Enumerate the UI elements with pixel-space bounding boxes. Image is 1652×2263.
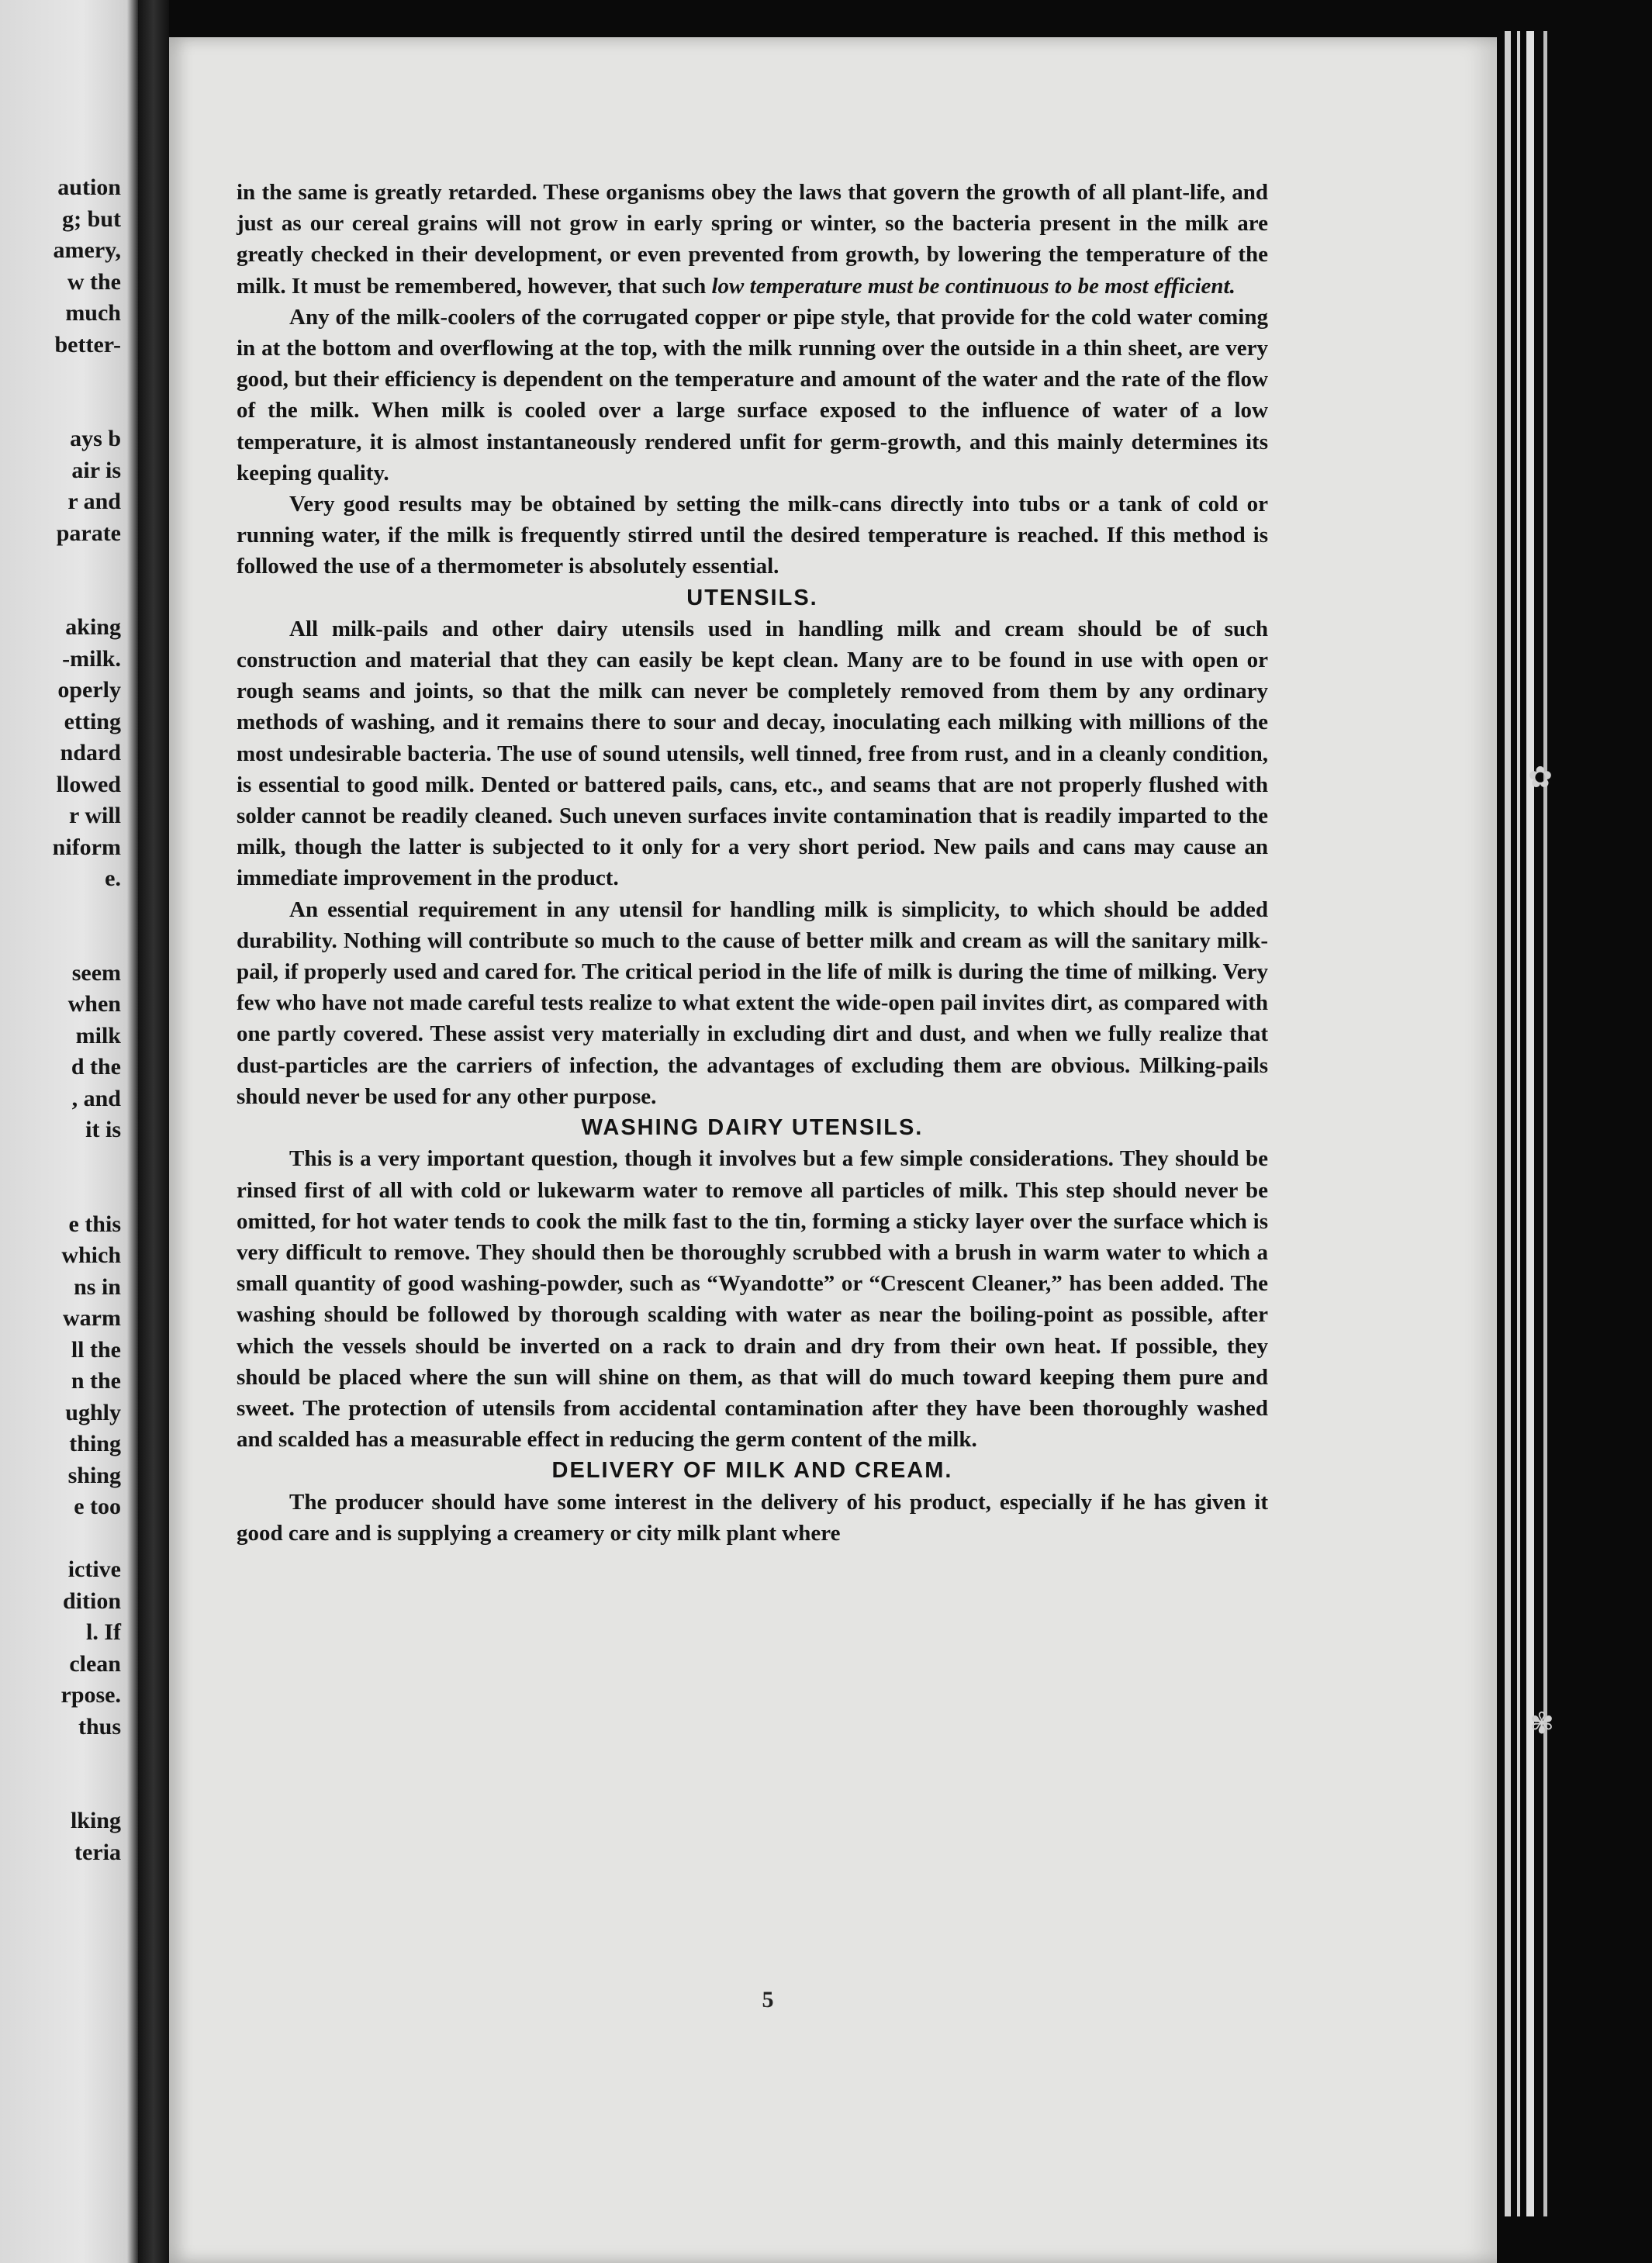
fragment-line: [53, 1146, 121, 1178]
fragment-line: thus: [78, 1713, 121, 1740]
fragment-line: r and: [67, 489, 121, 514]
fragment-line: llowed: [56, 771, 121, 797]
fragment-line: parate: [56, 520, 121, 546]
fragment-line: much: [65, 300, 121, 326]
fragment-line: e this: [68, 1211, 121, 1237]
fragment-line: lking: [70, 1808, 121, 1833]
fragment-line: dition: [62, 1588, 121, 1614]
emphasized-text: low temperature must be continuous to be most efficient.: [711, 273, 1236, 299]
fragment-line: ughly: [65, 1399, 121, 1425]
fragment-line: shing: [67, 1462, 121, 1488]
fragment-line: air is: [71, 457, 121, 483]
paragraph: [237, 177, 1268, 302]
fragment-line: it is: [85, 1117, 121, 1142]
fragment-line: , and: [71, 1085, 121, 1111]
fragment-line: [53, 926, 121, 958]
fragment-line: d the: [71, 1054, 121, 1080]
paragraph: This is a very important question, though it involves but a few simple considerations. They should be rinsed first of all with cold or lukewarm water to remove all particles of milk. This step should never be omitted, for hot water tends to cook the milk fast to the tin, forming a sticky layer over the surface which is very difficult to remove. They should then be thoroughly scrubbed with a brush in warm water to which a small quantity of good washing-powder, such as “Wyandotte” or “Crescent Cleaner,” has been added. The washing should be followed by thorough scalding with water as near the boiling-point as possible, after which the vessels should be inverted on a rack to drain and dry from their own heat. If possible, they should be placed where the sun will shine on them, as that will do much toward keeping them pure and sweet. The protection of utensils from accidental contamination after they have been thoroughly washed and scalded has a measurable effect in reducing the germ content of the milk.: [237, 1146, 1268, 1453]
fragment-line: e.: [105, 865, 121, 891]
fragment-line: rpose.: [60, 1682, 121, 1708]
fragment-line: seem: [71, 959, 121, 986]
fragment-line: ndard: [60, 740, 121, 765]
fragment-line: when: [67, 991, 121, 1017]
paragraph: Very good results may be obtained by setting the milk-cans directly into tubs or a tank of cold or running water, if the milk is frequently stirred until the desired temperature is reached. If this method is followed the use of a thermometer is absolutely essential.: [237, 492, 1268, 579]
scan-speck: ✿: [1528, 760, 1553, 794]
paragraph: All milk-pails and other dairy utensils used in handling milk and cream should be of such construction and material that they can easily be kept clean. Many are to be found in use with open or rough seams and joints, so that the milk can never be completely removed from them by any ordinary methods of washing, and it remains there to sour and decay, inoculating each milking with millions of the most undesirable bacteria. The use of sound utensils, well tinned, free from rust, and in a cleanly condition, is essential to good milk. Dented or battered pails, cans, etc., and seams that are not properly flushed with solder cannot be readily cleaned. Such uneven surfaces invite contamination that is readily imparted to the milk, though the latter is subjected to it only for a very short period. New pails and cans may cause an immediate improvement in the product.: [237, 616, 1268, 891]
previous-page-sliver: [0, 0, 138, 2263]
fragment-line: g; but: [62, 206, 121, 232]
paragraph: Any of the milk-coolers of the corrugated copper or pipe style, that provide for the cold water coming in at the bottom and overflowing at the top, with the milk running over the outside in a thin sheet, are very good, but their efficiency is dependent on the temperature and amount of the water and the rate of the flow of the milk. When milk is cooled over a large surface exposed to the influence of water of a low temperature, it is almost instantaneously rendered unfit for germ-growth, and this mainly determines its keeping quality.: [237, 304, 1268, 485]
fragment-line: milk: [75, 1022, 121, 1049]
paragraph: An essential requirement in any utensil for handling milk is simplicity, to which should be added durability. Nothing will contribute so much to the cause of better milk and cream as will the sanitary milk-pail, if properly used and cared for. The critical period in the life of milk is during the time of milking. Very few who have not made careful tests realize to what extent the wide-open pail invites dirt, as compared with one partly covered. These assist very materially in excluding dirt and dust, and when we fully realize that dust-particles are the carriers of infection, the advantages of excluding them are obvious. Milking-pails should never be used for any other purpose.: [237, 897, 1268, 1109]
fragment-line: [53, 392, 121, 424]
fragment-line: -milk.: [62, 645, 121, 672]
edge-rule: [1543, 31, 1547, 2216]
fragment-line: operly: [57, 677, 121, 703]
scan-speck: ✾: [1529, 1706, 1554, 1740]
fragment-line: teria: [74, 1839, 121, 1865]
section-heading: WASHING DAIRY UTENSILS.: [581, 1115, 924, 1141]
fragment-line: better-: [54, 331, 121, 358]
section-heading: DELIVERY OF MILK AND CREAM.: [551, 1458, 953, 1484]
fragment-line: warm: [63, 1305, 121, 1331]
fragment-line: niform: [52, 834, 121, 860]
edge-rule: [1505, 31, 1511, 2216]
fragment-line: etting: [64, 708, 121, 734]
section-heading: UTENSILS.: [686, 585, 818, 610]
fragment-line: amery,: [53, 237, 121, 263]
fragment-line: aking: [65, 614, 121, 640]
fragment-line: n the: [71, 1368, 121, 1394]
fragment-line: [53, 895, 121, 927]
page-number: 5: [762, 1987, 774, 2013]
fragment-line: [53, 1177, 121, 1209]
edge-rule: [1526, 31, 1534, 2216]
page-body: [237, 177, 1268, 1549]
paragraph-text: in the same is greatly retarded. These organisms obey the laws that govern the growth of all plant-life, and just as our cereal grains will not grow in early spring or winter, so the bacteria present in the milk are greatly checked in their development, or even prevented from growth, by lowering the temperature of the milk. It must be remembered, however, that such: [237, 180, 1268, 299]
fragment-line: which: [61, 1242, 121, 1268]
fragment-line: l. If: [86, 1619, 121, 1645]
fragment-line: e too: [74, 1494, 121, 1519]
fragment-line: [53, 1523, 121, 1555]
previous-page-text-fragments: [53, 172, 121, 1868]
fragment-line: [53, 1743, 121, 1774]
fragment-line: [53, 361, 121, 392]
fragment-line: r will: [69, 803, 121, 828]
page-edge-right: [1497, 0, 1652, 2263]
fragment-line: ns in: [74, 1273, 121, 1300]
edge-rule: [1517, 31, 1520, 2216]
book-gutter: [138, 0, 169, 2263]
fragment-line: w the: [67, 268, 121, 295]
fragment-line: ll the: [71, 1336, 121, 1363]
paragraph: The producer should have some interest in the delivery of his product, especially if he has given it good care and is supplying a creamery or city milk plant where: [237, 1489, 1268, 1546]
fragment-line: [53, 581, 121, 613]
fragment-line: clean: [69, 1650, 121, 1677]
fragment-line: thing: [69, 1431, 121, 1456]
fragment-line: ictive: [67, 1556, 121, 1582]
fragment-line: ays b: [70, 426, 121, 451]
fragment-line: [53, 549, 121, 581]
fragment-line: aution: [57, 174, 121, 200]
fragment-line: [53, 1774, 121, 1806]
